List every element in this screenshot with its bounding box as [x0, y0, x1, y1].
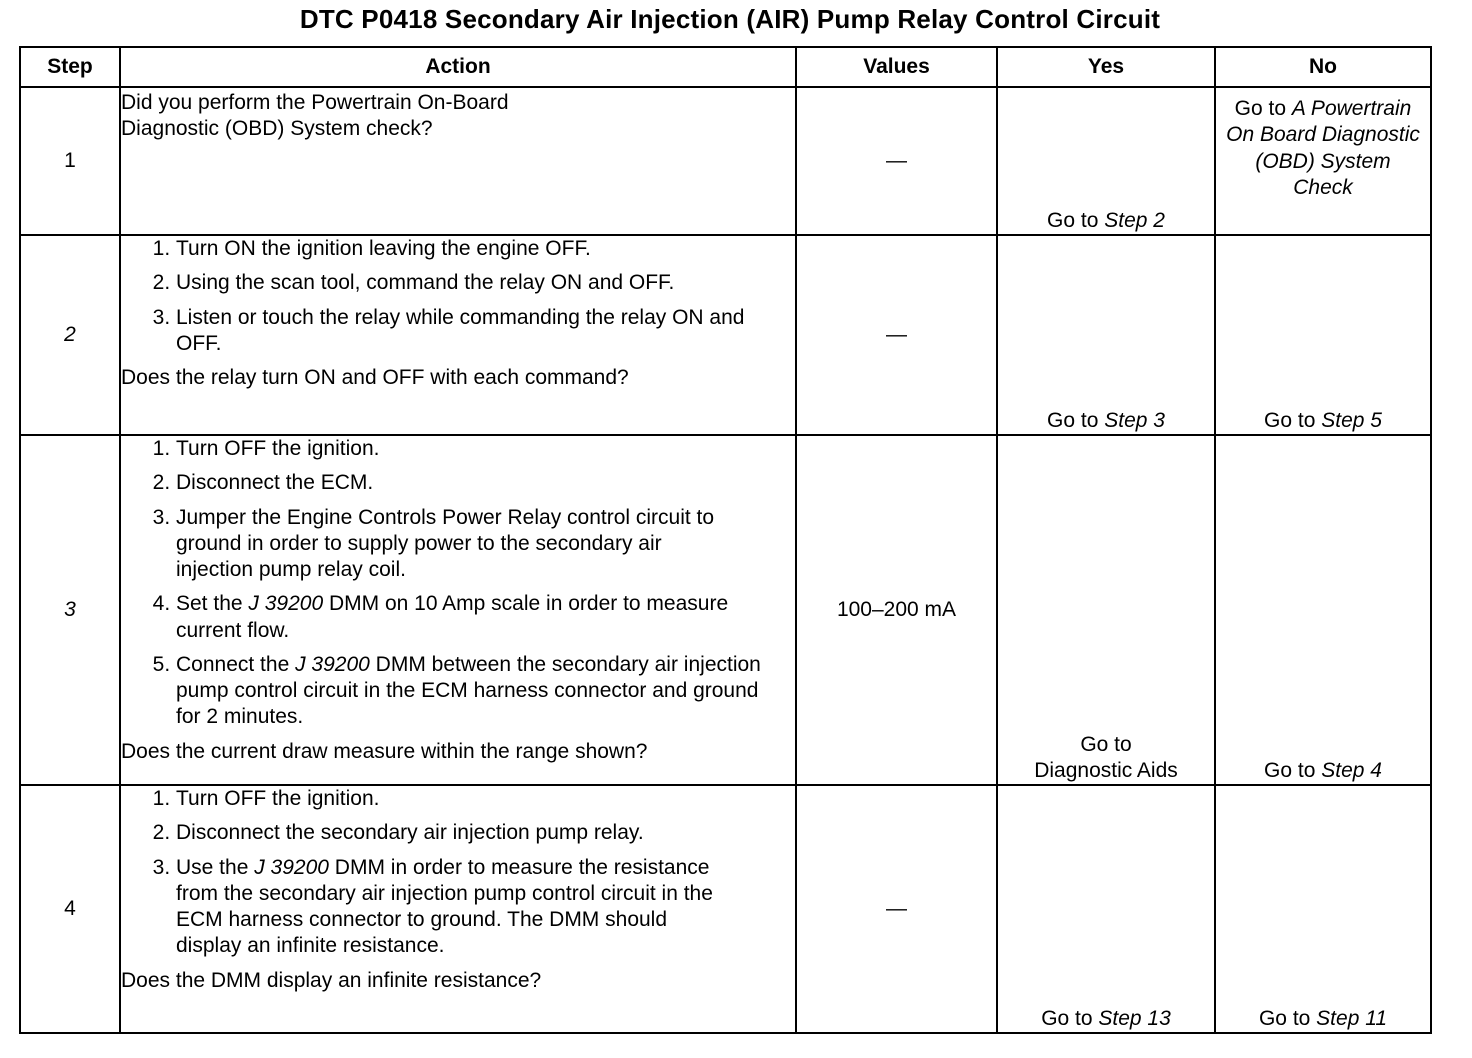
action-step: 3. Listen or touch the relay while commanding the relay ON and OFF. — [176, 305, 795, 358]
action-steps — [121, 436, 795, 731]
table-row — [20, 785, 1431, 1033]
tool-ref: J 39200 — [248, 592, 324, 616]
value-cell: — — [796, 235, 997, 435]
no-step-ref: Step 4 — [1321, 758, 1382, 782]
yes-step-ref: Step 2 — [1104, 208, 1165, 232]
table-row — [20, 87, 1431, 235]
step-text: DMM in order to measure the resistance from the secondary air injection pump control circuit in the ECM harness connector to ground. The DMM should display an infinite resistance. — [176, 855, 713, 958]
yes-line: Diagnostic Aids — [1034, 758, 1178, 782]
yes-cell — [997, 785, 1215, 1033]
action-step — [176, 855, 736, 960]
action-question: Does the DMM display an infinite resistance? — [121, 968, 542, 992]
action-step: 1. Turn OFF the ignition. — [176, 786, 795, 812]
no-cell — [1215, 785, 1431, 1033]
action-step — [176, 591, 751, 644]
value-cell: — — [796, 87, 997, 235]
yes-line: Go to — [1080, 732, 1132, 756]
tool-ref: J 39200 — [254, 855, 329, 879]
header-yes: Yes — [997, 47, 1215, 87]
yes-prefix: Go to — [1047, 408, 1105, 432]
no-prefix: Go to — [1264, 758, 1322, 782]
table-row — [20, 235, 1431, 435]
yes-prefix: Go to — [1047, 208, 1105, 232]
no-step-ref: Step 5 — [1321, 408, 1382, 432]
action-step: 1. Turn OFF the ignition. — [176, 436, 795, 462]
action-steps — [121, 236, 795, 357]
no-prefix: Go to — [1264, 408, 1322, 432]
no-step-ref: A Powertrain On Board Diagnostic (OBD) System Check — [1226, 97, 1420, 199]
step-number: 3 — [20, 435, 120, 785]
no-prefix: Go to — [1258, 1006, 1317, 1030]
header-action: Action — [120, 47, 796, 87]
step-text: DMM between the secondary air injection pump control circuit in the ECM harness connector and ground for 2 minutes. — [176, 652, 761, 729]
no-cell — [1215, 235, 1431, 435]
action-question: Did you perform the Powertrain On-Board Diagnostic (OBD) System check? — [121, 91, 509, 141]
step-number: 4 — [20, 785, 120, 1033]
action-cell — [120, 785, 796, 1033]
yes-step-ref: Step 3 — [1104, 408, 1165, 432]
step-number: 2 — [20, 235, 120, 435]
header-row — [20, 47, 1431, 87]
header-no: No — [1215, 47, 1431, 87]
no-cell — [1215, 87, 1431, 235]
table-row — [20, 435, 1431, 785]
header-step: Step — [20, 47, 120, 87]
yes-cell — [997, 87, 1215, 235]
action-question: Does the current draw measure within the range shown? — [121, 739, 648, 763]
step-text: DMM on 10 Amp scale in order to measure current flow. — [176, 592, 729, 642]
action-step: 1. Turn ON the ignition leaving the engine OFF. — [176, 236, 795, 262]
yes-cell — [997, 435, 1215, 785]
action-steps — [121, 786, 795, 960]
action-step: 2. Disconnect the ECM. — [176, 470, 795, 496]
action-cell — [120, 235, 796, 435]
document-title: DTC P0418 Secondary Air Injection (AIR) Pump Relay Control Circuit — [299, 4, 1161, 34]
no-step-ref: Step 11 — [1316, 1006, 1388, 1030]
yes-prefix: Go to — [1041, 1006, 1099, 1030]
step-text: Use the — [176, 855, 255, 879]
step-text: Connect the — [176, 652, 296, 676]
action-step: 2. Disconnect the secondary air injection pump relay. — [176, 820, 795, 846]
action-step: 3. Jumper the Engine Controls Power Relay control circuit to ground in order to supply power to the secondary air injection pump relay coil. — [176, 505, 721, 584]
header-values: Values — [796, 47, 997, 87]
step-number: 1 — [20, 87, 120, 235]
tool-ref: J 39200 — [295, 652, 370, 676]
no-prefix: Go to — [1234, 97, 1292, 120]
action-step — [176, 652, 766, 731]
action-cell — [120, 87, 796, 235]
action-cell — [120, 435, 796, 785]
action-step: 2. Using the scan tool, command the relay ON and OFF. — [176, 270, 676, 296]
value-cell: 100–200 mA — [796, 435, 997, 785]
step-text: Set the — [176, 592, 249, 616]
action-question: Does the relay turn ON and OFF with each command? — [121, 366, 629, 389]
no-cell — [1215, 435, 1431, 785]
value-cell: — — [796, 785, 997, 1033]
diagnostic-table — [19, 46, 1432, 1034]
yes-step-ref: Step 13 — [1098, 1006, 1171, 1030]
yes-cell — [997, 235, 1215, 435]
